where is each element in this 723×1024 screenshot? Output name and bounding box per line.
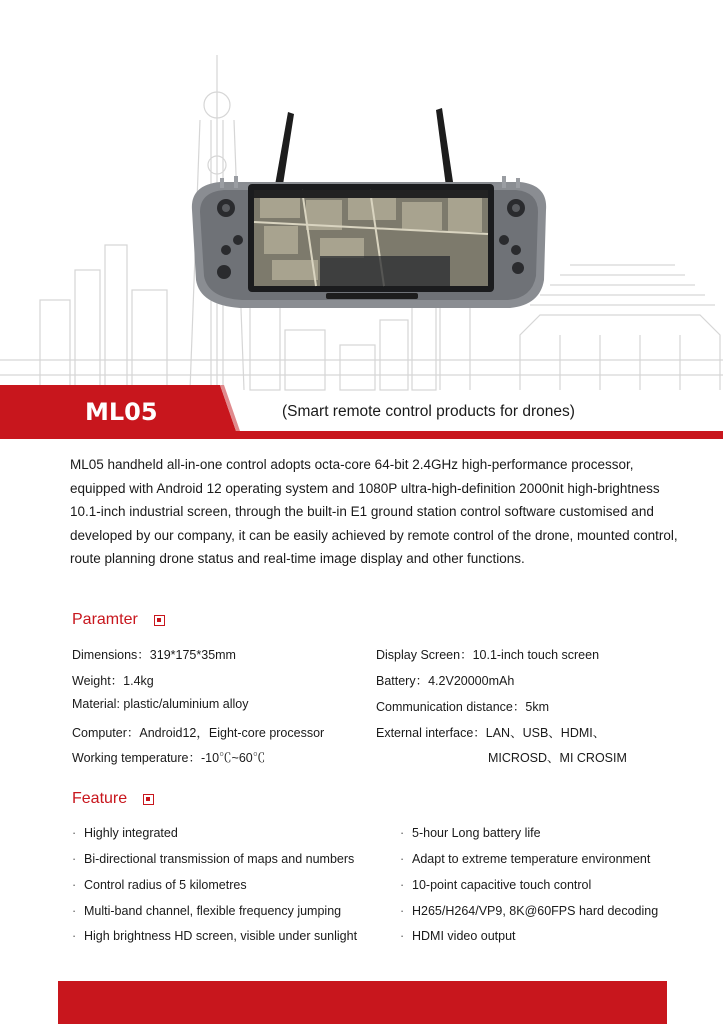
bullet-dot-icon: · <box>72 852 77 866</box>
feature-item <box>72 878 247 892</box>
feature-item-text: H265/H264/VP9, 8K@60FPS hard decoding <box>412 904 659 918</box>
feature-item <box>72 852 354 866</box>
feature-item <box>400 826 541 840</box>
feature-item-text: Bi-directional transmission of maps and numbers <box>84 852 355 866</box>
feature-section-title <box>72 790 154 808</box>
feature-item <box>72 904 341 918</box>
param-computer: Computer：Android12，Eight-core processor <box>72 726 325 740</box>
param-working-temperature: Working temperature：-10℃~60℃ <box>72 751 266 765</box>
param-external-interface-cont: MICROSD、MI CROSIM <box>488 751 627 765</box>
feature-item-text: Multi-band channel, flexible frequency jumping <box>84 904 342 918</box>
feature-item <box>400 852 650 866</box>
feature-item <box>400 878 591 892</box>
param-communication-distance: Communication distance：5km <box>376 700 549 714</box>
bullet-dot-icon: · <box>400 878 405 892</box>
param-display-screen: Display Screen：10.1-inch touch screen <box>376 648 600 662</box>
bullet-dot-icon: · <box>72 826 77 840</box>
bullet-dot-icon: · <box>400 852 405 866</box>
remote-controller-image <box>180 100 560 330</box>
bullet-dot-icon: · <box>400 929 405 943</box>
param-material: Material: plastic/aluminium alloy <box>72 697 249 711</box>
parameter-section-title <box>72 611 165 629</box>
bullet-dot-icon: · <box>72 904 77 918</box>
bullet-dot-icon: · <box>72 878 77 892</box>
bullet-dot-icon: · <box>400 904 405 918</box>
feature-item <box>400 904 658 918</box>
square-bullet-icon <box>154 615 165 626</box>
feature-item-text: Highly integrated <box>84 826 178 840</box>
param-battery: Battery：4.2V20000mAh <box>376 674 515 688</box>
param-dimensions: Dimensions：319*175*35mm <box>72 648 236 662</box>
feature-item-text: Adapt to extreme temperature environment <box>412 852 651 866</box>
product-description: ML05 handheld all-in-one control adopts octa-core 64-bit 2.4GHz high-performance processor, equipped with Android 12 operating system and 1080P ultra-high-definition 2000nit high-brightness 10.1-inch industrial screen, through the built-in E1 ground station control software customised and developed by our company, it can be easily achieved by remote control of the drone, mounted control, route planning drone status and real-time image display and other functions. <box>70 457 678 566</box>
param-external-interface: External interface：LAN、USB、HDMI、 <box>376 726 606 740</box>
footer-bar <box>58 981 667 1024</box>
bullet-dot-icon: · <box>72 929 77 943</box>
param-weight: Weight：1.4kg <box>72 674 154 688</box>
feature-item-text: Control radius of 5 kilometres <box>84 878 247 892</box>
feature-item-text: HDMI video output <box>412 929 516 943</box>
feature-item-text: 5-hour Long battery life <box>412 826 541 840</box>
product-model: ML05 <box>85 398 158 426</box>
feature-item <box>72 929 357 943</box>
feature-title-text: Feature <box>72 790 128 807</box>
feature-item <box>72 826 178 840</box>
feature-item <box>400 929 516 943</box>
product-subtitle: (Smart remote control products for drones) <box>282 403 575 420</box>
square-bullet-icon <box>143 794 154 805</box>
parameter-title-text: Paramter <box>72 611 138 628</box>
bullet-dot-icon: · <box>400 826 405 840</box>
feature-item-text: High brightness HD screen, visible under sunlight <box>84 929 358 943</box>
feature-item-text: 10-point capacitive touch control <box>412 878 592 892</box>
